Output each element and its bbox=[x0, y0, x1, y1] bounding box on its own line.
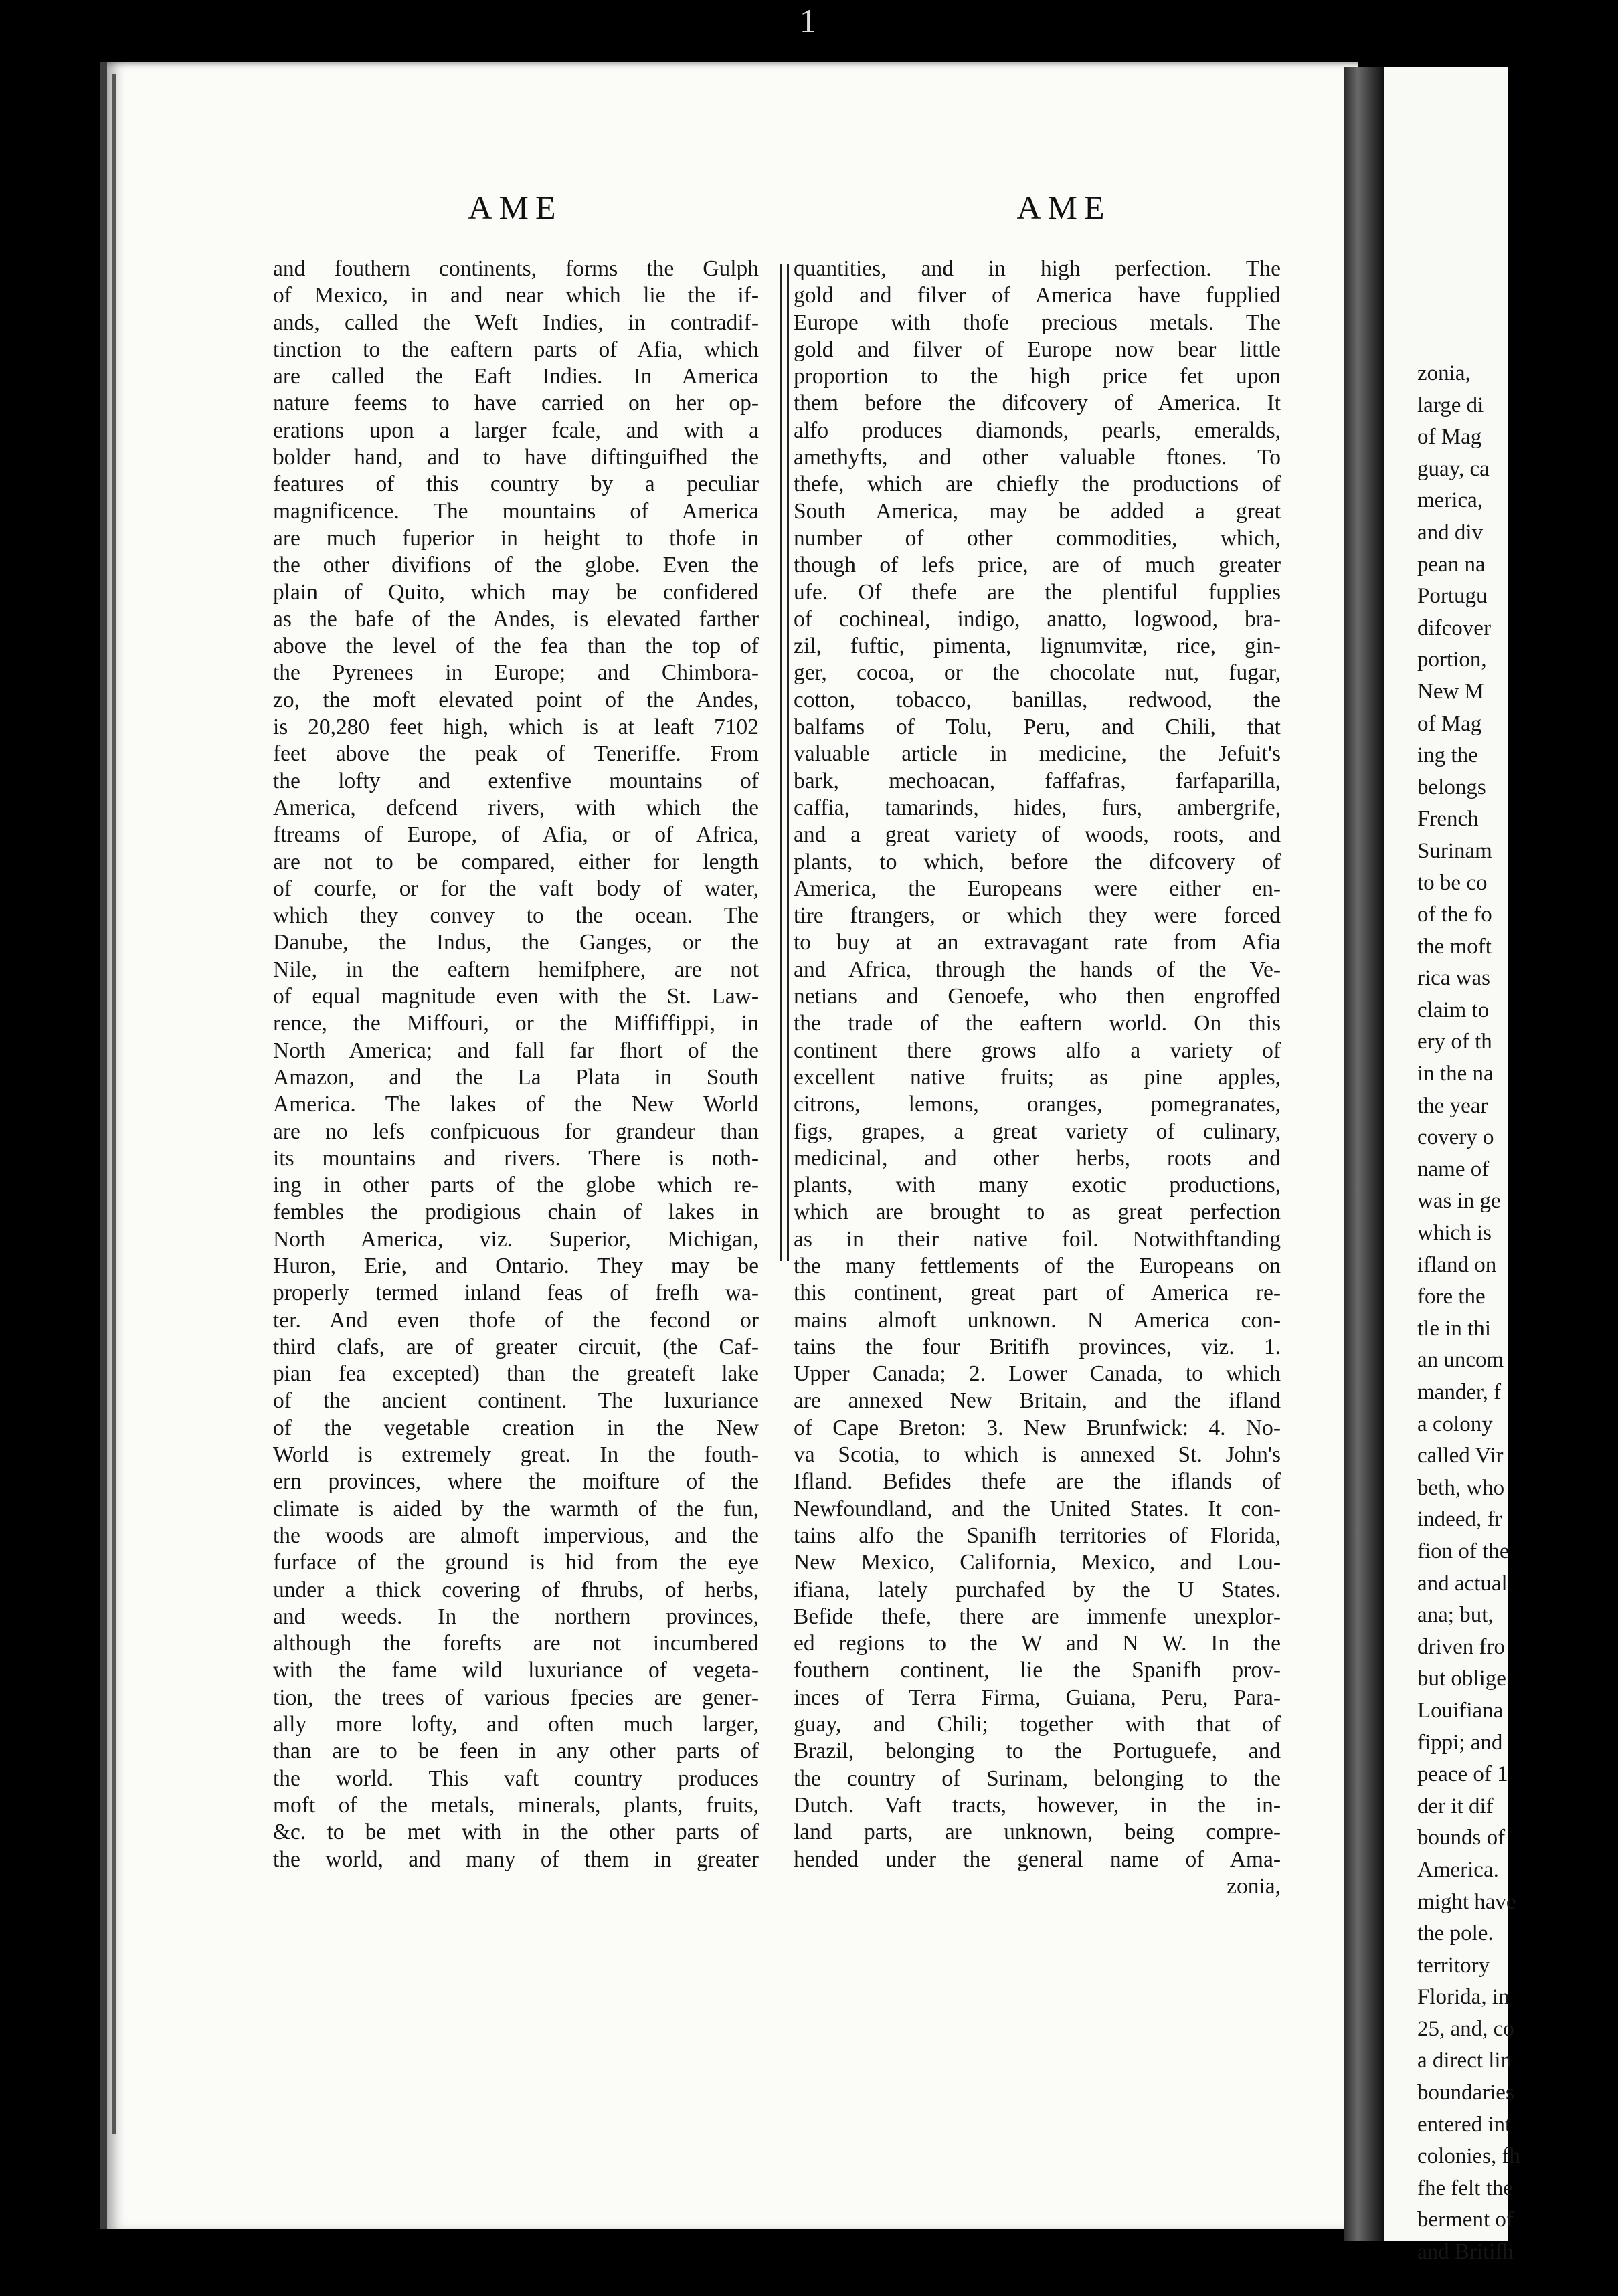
text-line: are not to be compared, either for length bbox=[273, 849, 759, 874]
text-column-left bbox=[273, 256, 759, 1873]
text-line: land parts, are unknown, being compre- bbox=[794, 1820, 1281, 1845]
text-line-fragment: New M bbox=[1417, 679, 1484, 704]
column-divider-rule bbox=[780, 264, 789, 1261]
text-line: North America; and fall far fhort of the bbox=[273, 1038, 759, 1063]
text-line: continent there grows alfo a variety of bbox=[794, 1038, 1281, 1063]
text-line-fragment: fhe felt the bbox=[1417, 2176, 1513, 2200]
text-line-fragment: belongs bbox=[1417, 775, 1486, 799]
text-line: Befide thefe, there are immenfe unexplor- bbox=[794, 1604, 1281, 1629]
text-line: Danube, the Indus, the Ganges, or the bbox=[273, 930, 759, 955]
text-line: erations upon a larger fcale, and with a bbox=[273, 417, 759, 443]
text-line-fragment: which is bbox=[1417, 1221, 1492, 1246]
text-line-fragment: the year bbox=[1417, 1093, 1488, 1118]
text-line: figs, grapes, a great variety of culinary, bbox=[794, 1119, 1281, 1144]
text-line-fragment: driven fro bbox=[1417, 1634, 1506, 1659]
text-line-fragment: peace of 1 bbox=[1417, 1762, 1508, 1787]
text-line-fragment: claim to bbox=[1417, 997, 1490, 1022]
text-line: the world, and many of them in greater bbox=[273, 1846, 759, 1872]
text-line-fragment: but oblige bbox=[1417, 1666, 1506, 1691]
text-line: mains almoft unknown. N America con- bbox=[794, 1307, 1281, 1333]
text-line: guay, and Chili; together with that of bbox=[794, 1712, 1281, 1737]
text-line-fragment: rica was bbox=[1417, 966, 1491, 991]
text-line-fragment: bounds of bbox=[1417, 1826, 1506, 1850]
text-line: ally more lofty, and often much larger, bbox=[273, 1712, 759, 1737]
text-line: feet above the peak of Teneriffe. From bbox=[273, 741, 759, 767]
text-line: properly termed inland feas of frefh wa- bbox=[273, 1280, 759, 1306]
text-line-fragment: tle in thi bbox=[1417, 1316, 1491, 1341]
text-line-fragment: a colony bbox=[1417, 1412, 1493, 1436]
right-page-text-fragments bbox=[1417, 358, 1618, 2269]
text-line-fragment: guay, ca bbox=[1417, 456, 1490, 481]
text-line: excellent native fruits; as pine apples, bbox=[794, 1064, 1281, 1090]
text-line: tains the four Britifh provinces, viz. 1. bbox=[794, 1334, 1281, 1359]
text-line: although the forefts are not incumbered bbox=[273, 1631, 759, 1656]
text-line: above the level of the fea than the top of bbox=[273, 634, 759, 659]
text-line: of the vegetable creation in the New bbox=[273, 1415, 759, 1440]
text-line: America. The lakes of the New World bbox=[273, 1092, 759, 1117]
text-line-fragment: entered int bbox=[1417, 2112, 1512, 2137]
text-line-fragment: zonia, bbox=[1417, 361, 1471, 385]
text-line-fragment: merica, bbox=[1417, 488, 1484, 513]
text-line: though of lefs price, are of much greater bbox=[794, 553, 1281, 578]
text-line: under a thick covering of fhrubs, of herbs, bbox=[273, 1577, 759, 1602]
text-line-fragment: Louifiana bbox=[1417, 1698, 1504, 1723]
book-gutter bbox=[1344, 67, 1384, 2241]
text-line: Upper Canada; 2. Lower Canada, to which bbox=[794, 1361, 1281, 1387]
text-line-fragment: French bbox=[1417, 807, 1479, 832]
text-line: zonia, bbox=[1227, 1873, 1281, 1899]
text-line: bolder hand, and to have diftinguifhed the bbox=[273, 445, 759, 470]
text-line: ifiana, lately purchafed by the U States. bbox=[794, 1577, 1281, 1602]
text-line: nature feems to have carried on her op- bbox=[273, 391, 759, 416]
text-line: America, the Europeans were either en- bbox=[794, 876, 1281, 901]
text-line-fragment: a direct lin bbox=[1417, 2048, 1512, 2073]
text-line: and weeds. In the northern provinces, bbox=[273, 1604, 759, 1629]
text-line: ter. And even thofe of the fecond or bbox=[273, 1307, 759, 1333]
text-line-fragment: colonies, fh bbox=[1417, 2144, 1520, 2169]
text-line-fragment: an uncom bbox=[1417, 1348, 1504, 1373]
text-line: ftreams of Europe, of Afia, or of Africa, bbox=[273, 822, 759, 848]
text-line: ing in other parts of the globe which re- bbox=[273, 1173, 759, 1198]
text-line: bark, mechoacan, faffafras, farfaparilla, bbox=[794, 768, 1281, 793]
text-line: &c. to be met with in the other parts of bbox=[273, 1820, 759, 1845]
text-line: netians and Genoefe, who then engroffed bbox=[794, 984, 1281, 1010]
book-page-right-fragment bbox=[1384, 67, 1520, 2265]
text-line: the world. This vaft country produces bbox=[273, 1765, 759, 1791]
text-line: proportion to the high price fet upon bbox=[794, 364, 1281, 389]
text-line: Europe with thofe precious metals. The bbox=[794, 310, 1281, 335]
text-line: World is extremely great. In the fouth- bbox=[273, 1442, 759, 1468]
text-line: ern provinces, where the moifture of the bbox=[273, 1469, 759, 1495]
text-line: features of this country by a peculiar bbox=[273, 472, 759, 497]
text-line-fragment: was in ge bbox=[1417, 1189, 1501, 1214]
text-line: and Africa, through the hands of the Ve- bbox=[794, 957, 1281, 982]
text-line: valuable article in medicine, the Jefuit's bbox=[794, 741, 1281, 767]
text-line: ed regions to the W and N W. In the bbox=[794, 1631, 1281, 1656]
text-line: cotton, tobacco, banillas, redwood, the bbox=[794, 687, 1281, 712]
text-line-fragment: America. bbox=[1417, 1857, 1499, 1882]
text-line-fragment: of the fo bbox=[1417, 902, 1492, 927]
text-line: Huron, Erie, and Ontario. They may be bbox=[273, 1253, 759, 1278]
text-line: are annexed New Britain, and the ifland bbox=[794, 1388, 1281, 1414]
text-line: with the fame wild luxuriance of vegeta- bbox=[273, 1658, 759, 1683]
text-line: alfo produces diamonds, pearls, emeralds, bbox=[794, 417, 1281, 443]
text-line-fragment: and Britifh bbox=[1417, 2240, 1514, 2265]
text-line-fragment: berment of bbox=[1417, 2208, 1514, 2232]
text-line: ands, called the Weft Indies, in contradif- bbox=[273, 310, 759, 335]
text-line-fragment: in the na bbox=[1417, 1062, 1494, 1086]
text-line: and a great variety of woods, roots, and bbox=[794, 822, 1281, 848]
text-line: the trade of the eaftern world. On this bbox=[794, 1011, 1281, 1036]
text-line: magnificence. The mountains of America bbox=[273, 498, 759, 524]
text-line: and fouthern continents, forms the Gulph bbox=[273, 256, 759, 281]
text-line: rence, the Miffouri, or the Miffiffippi, in bbox=[273, 1011, 759, 1036]
text-line: balfams of Tolu, Peru, and Chili, that bbox=[794, 714, 1281, 740]
text-line-fragment: portion, bbox=[1417, 648, 1487, 672]
text-line: its mountains and rivers. There is noth- bbox=[273, 1145, 759, 1171]
text-line: as the bafe of the Andes, is elevated farther bbox=[273, 606, 759, 632]
text-line: quantities, and in high perfection. The bbox=[794, 256, 1281, 281]
page-border-rule bbox=[112, 74, 116, 2134]
text-line: gold and filver of America have fupplied bbox=[794, 283, 1281, 308]
text-line: moft of the metals, minerals, plants, fruits, bbox=[273, 1792, 759, 1818]
text-line: zil, fuftic, pimenta, lignumvitæ, rice, gin- bbox=[794, 634, 1281, 659]
text-line: the lofty and extenfive mountains of bbox=[273, 768, 759, 793]
text-line: amethyfts, and other valuable ftones. To bbox=[794, 445, 1281, 470]
text-line: fembles the prodigious chain of lakes in bbox=[273, 1200, 759, 1225]
running-header-right: AME bbox=[1016, 189, 1111, 226]
text-line: fouthern continent, lie the Spanifh prov- bbox=[794, 1658, 1281, 1683]
text-line-fragment: the pole. bbox=[1417, 1921, 1494, 1946]
text-line-fragment: ing the bbox=[1417, 743, 1478, 768]
text-line: plants, to which, before the difcovery of bbox=[794, 849, 1281, 874]
text-line-fragment: Florida, in bbox=[1417, 1985, 1510, 2010]
text-line: caffia, tamarinds, hides, furs, ambergrife, bbox=[794, 795, 1281, 820]
text-line-fragment: boundaries bbox=[1417, 2081, 1514, 2105]
text-line: are no lefs confpicuous for grandeur than bbox=[273, 1119, 759, 1144]
text-line: furface of the ground is hid from the eye bbox=[273, 1550, 759, 1575]
text-line: ger, cocoa, or the chocolate nut, fugar, bbox=[794, 660, 1281, 686]
text-line-fragment: Portugu bbox=[1417, 584, 1488, 609]
text-line: this continent, great part of America re- bbox=[794, 1280, 1281, 1306]
text-line: of courfe, or for the vaft body of water, bbox=[273, 876, 759, 901]
text-line: to buy at an extravagant rate from Afia bbox=[794, 930, 1281, 955]
running-header-left: AME bbox=[468, 189, 563, 226]
text-line: of equal magnitude even with the St. Law- bbox=[273, 984, 759, 1010]
text-line-fragment: covery o bbox=[1417, 1125, 1494, 1150]
text-line: tire ftrangers, or which they were forced bbox=[794, 903, 1281, 929]
text-line: which are brought to as great perfection bbox=[794, 1200, 1281, 1225]
text-line: Nile, in the eaftern hemifphere, are not bbox=[273, 957, 759, 982]
text-line: number of other commodities, which, bbox=[794, 525, 1281, 551]
text-line: the country of Surinam, belonging to the bbox=[794, 1765, 1281, 1791]
text-line: third clafs, are of greater circuit, (the Caf- bbox=[273, 1334, 759, 1359]
page-edge-mark: 1 bbox=[800, 2, 816, 39]
text-line: of the ancient continent. The luxuriance bbox=[273, 1388, 759, 1414]
text-line-fragment: of Mag bbox=[1417, 711, 1482, 736]
text-line-fragment: and actual bbox=[1417, 1571, 1508, 1596]
text-line: tains alfo the Spanifh territories of Florida, bbox=[794, 1523, 1281, 1548]
text-line: citrons, lemons, oranges, pomegranates, bbox=[794, 1092, 1281, 1117]
text-line-fragment: indeed, fr bbox=[1417, 1507, 1502, 1532]
text-line: hended under the general name of Ama- bbox=[794, 1846, 1281, 1872]
text-line-fragment: ana; but, bbox=[1417, 1603, 1494, 1628]
text-line: thefe, which are chiefly the productions of bbox=[794, 472, 1281, 497]
text-line-fragment: der it dif bbox=[1417, 1794, 1494, 1818]
text-line-fragment: fore the bbox=[1417, 1284, 1486, 1309]
text-line: va Scotia, to which is annexed St. John's bbox=[794, 1442, 1281, 1468]
text-line-fragment: ery of th bbox=[1417, 1030, 1492, 1054]
text-line-fragment: 25, and, co bbox=[1417, 2016, 1514, 2041]
text-line-fragment: large di bbox=[1417, 393, 1484, 417]
text-line: ufe. Of thefe are the plentiful fupplies bbox=[794, 579, 1281, 605]
text-line: them before the difcovery of America. It bbox=[794, 391, 1281, 416]
text-line-fragment: territory bbox=[1417, 1953, 1490, 1978]
text-line: of cochineal, indigo, anatto, logwood, bra- bbox=[794, 606, 1281, 632]
text-line: tion, the trees of various fpecies are gener- bbox=[273, 1685, 759, 1710]
text-line: South America, may be added a great bbox=[794, 498, 1281, 524]
text-line-fragment: name of bbox=[1417, 1157, 1490, 1181]
text-line: plants, with many exotic productions, bbox=[794, 1173, 1281, 1198]
text-line: plain of Quito, which may be confidered bbox=[273, 579, 759, 605]
text-line-fragment: to be co bbox=[1417, 870, 1488, 895]
text-line-fragment: the moft bbox=[1417, 934, 1492, 959]
text-line: Amazon, and the La Plata in South bbox=[273, 1064, 759, 1090]
text-line: medicinal, and other herbs, roots and bbox=[794, 1145, 1281, 1171]
text-line: of Cape Breton: 3. New Brunfwick: 4. No- bbox=[794, 1415, 1281, 1440]
text-line: North America, viz. Superior, Michigan, bbox=[273, 1226, 759, 1252]
text-line: zo, the moft elevated point of the Andes, bbox=[273, 687, 759, 712]
text-column-right bbox=[794, 256, 1281, 1900]
text-line: as in their native foil. Notwithftanding bbox=[794, 1226, 1281, 1252]
text-line-fragment: fippi; and bbox=[1417, 1730, 1503, 1755]
text-line-fragment: ifland on bbox=[1417, 1252, 1497, 1277]
text-line: inces of Terra Firma, Guiana, Peru, Para- bbox=[794, 1685, 1281, 1710]
text-line-fragment: might have bbox=[1417, 1889, 1516, 1914]
text-line-fragment: called Vir bbox=[1417, 1444, 1504, 1468]
text-line: Ifland. Befides thefe are the iflands of bbox=[794, 1469, 1281, 1495]
text-line-fragment: mander, f bbox=[1417, 1380, 1502, 1404]
text-line: the Pyrenees in Europe; and Chimbora- bbox=[273, 660, 759, 686]
text-line: Newfoundland, and the United States. It con- bbox=[794, 1496, 1281, 1521]
text-line: which they convey to the ocean. The bbox=[273, 903, 759, 929]
text-line: tinction to the eaftern parts of Afia, which bbox=[273, 337, 759, 362]
text-line: the other divifions of the globe. Even the bbox=[273, 553, 759, 578]
text-line: is 20,280 feet high, which is at leaft 7102 bbox=[273, 714, 759, 740]
text-line: New Mexico, California, Mexico, and Lou- bbox=[794, 1550, 1281, 1575]
text-line: the woods are almoft impervious, and the bbox=[273, 1523, 759, 1548]
text-line-fragment: pean na bbox=[1417, 552, 1486, 577]
text-line-fragment: and div bbox=[1417, 520, 1484, 545]
text-line: of Mexico, in and near which lie the if- bbox=[273, 283, 759, 308]
text-line: are called the Eaft Indies. In America bbox=[273, 364, 759, 389]
text-line-fragment: of Mag bbox=[1417, 425, 1482, 450]
text-line: America, defcend rivers, with which the bbox=[273, 795, 759, 820]
text-line-fragment: Surinam bbox=[1417, 838, 1492, 863]
text-line-fragment: beth, who bbox=[1417, 1475, 1505, 1500]
text-line: Dutch. Vaft tracts, however, in the in- bbox=[794, 1792, 1281, 1818]
text-line-fragment: difcover bbox=[1417, 615, 1491, 640]
text-line: climate is aided by the warmth of the fun, bbox=[273, 1496, 759, 1521]
text-line: than are to be feen in any other parts of bbox=[273, 1739, 759, 1764]
text-line: gold and filver of Europe now bear little bbox=[794, 337, 1281, 362]
text-line: pian fea excepted) than the greateft lake bbox=[273, 1361, 759, 1387]
text-line: are much fuperior in height to thofe in bbox=[273, 525, 759, 551]
text-line-fragment: fion of the bbox=[1417, 1539, 1510, 1563]
text-line: Brazil, belonging to the Portuguefe, and bbox=[794, 1739, 1281, 1764]
text-line: the many fettlements of the Europeans on bbox=[794, 1253, 1281, 1278]
